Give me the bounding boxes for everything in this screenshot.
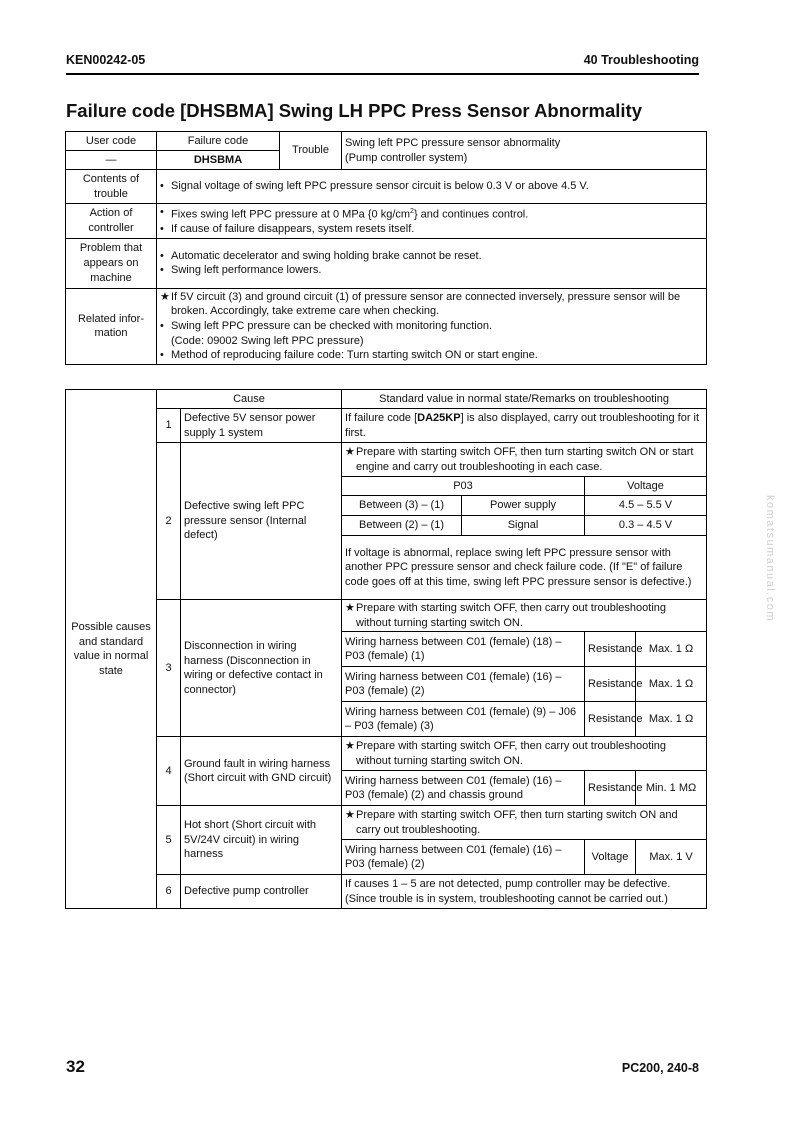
cause-5-harness: Wiring harness between C01 (female) (16) – P03 (female) (2) [342,840,585,875]
cause-4-text: Ground fault in wiring harness (Short circuit with GND circuit) [181,737,342,806]
cause-2-num: 2 [157,443,181,600]
problem-label: Problem that appears on machine [66,238,157,288]
page-title: Failure code [DHSBMA] Swing LH PPC Press Sensor Abnormality [66,100,643,121]
cause-3-text: Disconnection in wiring harness (Disconnection in wiring or defective contact in connector) [181,600,342,737]
cause-5-prep: ★ Prepare with starting switch OFF, then turn starting switch ON and carry out troubleshooting. [342,806,707,840]
cause-3-row-3-harness: Wiring harness between C01 (female) (9) – J06 – P03 (female) (3) [342,702,585,737]
related-item-3: (Code: 09002 Swing left PPC pressure) [171,334,364,347]
failure-code-value: DHSBMA [157,151,280,170]
page-header [66,53,699,75]
problem-item-1: Automatic decelerator and swing holding brake cannot be reset. [171,249,482,262]
failure-code-label: Failure code [157,132,280,151]
cause-2-text: Defective swing left PPC pressure sensor (Internal defect) [181,443,342,600]
cause-4-item: Resistance [585,771,636,806]
cause-3-row-2-harness: Wiring harness between C01 (female) (16) – P03 (female) (2) [342,667,585,702]
cause-1-remark: If failure code [DA25KP] is also displayed, carry out troubleshooting for it first. [342,409,707,443]
contents-cell: • Signal voltage of swing left PPC pressure sensor circuit is below 0.3 V or above 4.5 V. [157,170,707,204]
cause-2-row-2-between: Between (2) – (1) [342,516,462,536]
cause-2-prep: ★ Prepare with starting switch OFF, then turn starting switch ON or start engine and carry out troubleshooting in each case. [342,443,707,477]
related-item-4: Method of reproducing failure code: Turn starting switch ON or start engine. [171,349,538,362]
problem-item-2: Swing left performance lowers. [171,264,322,277]
related-label: Related infor-mation [66,288,157,364]
cause-3-row-1-item: Resistance [585,632,636,667]
trouble-line2: (Pump controller system) [345,151,468,164]
cause-1-num: 1 [157,409,181,443]
cause-2-note: If voltage is abnormal, replace swing left PPC pressure sensor with another PPC pressure sensor and check failure code. (If "E" of failure code goes off at this time, swing left PPC pressure sensor is defective.) [342,536,707,600]
cause-3-prep: ★ Prepare with starting switch OFF, then carry out troubleshooting without turning starting switch ON. [342,600,707,632]
cause-5-value: Max. 1 V [636,840,707,875]
cause-3-num: 3 [157,600,181,737]
cause-2-row-1-item: Power supply [462,496,585,516]
cause-3-row-2-value: Max. 1 Ω [636,667,707,702]
trouble-line1: Swing left PPC pressure sensor abnormality [345,136,561,149]
watermark: komatsumanual.com [764,495,776,622]
cause-4-num: 4 [157,737,181,806]
section-title: 40 Troubleshooting [583,53,699,67]
trouble-label: Trouble [280,132,342,170]
action-cell: • Fixes swing left PPC pressure at 0 MPa {0 $kg/cm^2$} and continues control. • If cause of failure disappears, system resets itself. [157,204,707,239]
contents-label: Contents of trouble [66,170,157,204]
cause-2-voltage-header: Voltage [585,477,707,496]
cause-3-row-1-value: Max. 1 Ω [636,632,707,667]
related-cell: ★ If 5V circuit (3) and ground circuit (1) of pressure sensor are connected inversely, pressure sensor will be broken. Accordingly, take extreme care when checking. • Swing left PPC pressure can be checked with monitoring function. (Code: 09002 Swing left PPC pressure) • Method of reproducing failure code: Turn starting switch ON or start engine. [157,288,707,364]
std-header: Standard value in normal state/Remarks on troubleshooting [342,390,707,409]
cause-4-harness: Wiring harness between C01 (female) (16) – P03 (female) (2) and chassis ground [342,771,585,806]
cause-6-text: Defective pump controller [181,875,342,909]
page-number: 32 [66,1057,85,1076]
problem-cell: • Automatic decelerator and swing holding brake cannot be reset. • Swing left performance lowers. [157,238,707,288]
cause-5-item: Voltage [585,840,636,875]
trouble-description [342,132,707,170]
summary-table [65,131,707,365]
cause-4-value: Min. 1 MΩ [636,771,707,806]
cause-4-prep: ★ Prepare with starting switch OFF, then carry out troubleshooting without turning starting switch ON. [342,737,707,771]
cause-header: Cause [157,390,342,409]
causes-table [65,389,707,909]
cause-5-num: 5 [157,806,181,875]
cause-1-text: Defective 5V sensor power supply 1 system [181,409,342,443]
cause-3-row-1-harness: Wiring harness between C01 (female) (18) – P03 (female) (1) [342,632,585,667]
cause-6-num: 6 [157,875,181,909]
cause-3-row-3-item: Resistance [585,702,636,737]
cause-3-row-2-item: Resistance [585,667,636,702]
cause-5-text: Hot short (Short circuit with 5V/24V circuit) in wiring harness [181,806,342,875]
related-item-1: If 5V circuit (3) and ground circuit (1) of pressure sensor are connected inversely, pressure sensor will be broken. Accordingly, take extreme care when checking. [171,290,681,318]
cause-2-row-1-between: Between (3) – (1) [342,496,462,516]
action-item-2: If cause of failure disappears, system resets itself. [171,223,415,236]
doc-id: KEN00242-05 [66,53,146,67]
action-label: Action of controller [66,204,157,239]
causes-side-label: Possible causes and standard value in normal state [66,390,157,909]
related-item-2: Swing left PPC pressure can be checked with monitoring function. [171,320,492,333]
contents-item: Signal voltage of swing left PPC pressure sensor circuit is below 0.3 V or above 4.5 V. [171,180,589,193]
model-label: PC200, 240-8 [621,1061,699,1075]
cause-2-row-1-value: 4.5 – 5.5 V [585,496,707,516]
action-item-1: Fixes swing left PPC pressure at 0 MPa {0 $kg/cm^2$} and continues control. [171,208,529,221]
user-code-label: User code [66,132,157,151]
cause-3-row-3-value: Max. 1 Ω [636,702,707,737]
cause-6-remark: If causes 1 – 5 are not detected, pump controller may be defective. (Since trouble is in system, troubleshooting cannot be carried out.) [342,875,707,909]
user-code-value: — [66,151,157,170]
cause-2-row-2-value: 0.3 – 4.5 V [585,516,707,536]
cause-2-row-2-item: Signal [462,516,585,536]
cause-2-p03-header: P03 [342,477,585,496]
